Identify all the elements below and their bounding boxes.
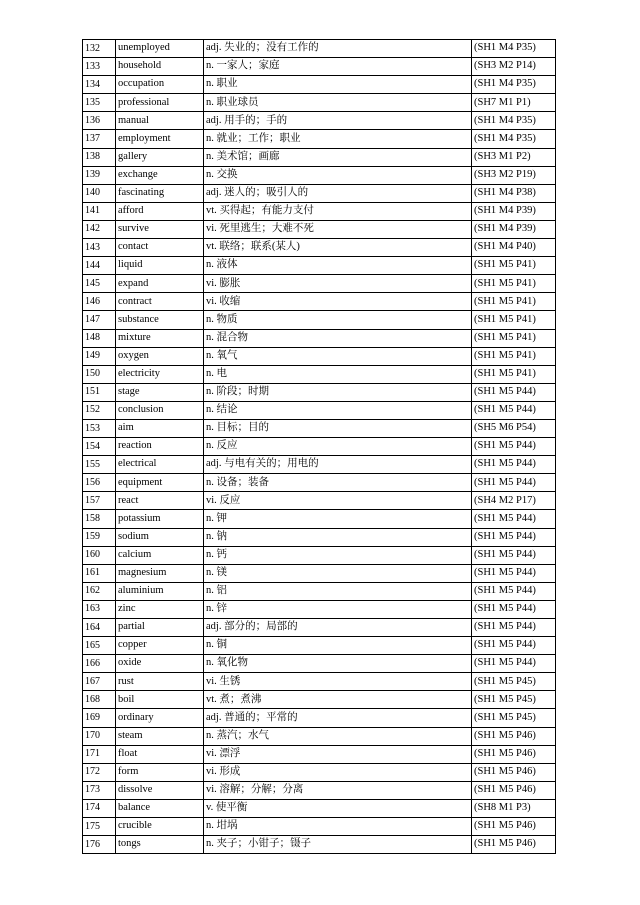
- entry-number: 170: [83, 727, 116, 745]
- entry-reference: (SH1 M4 P40): [472, 239, 556, 257]
- entry-definition: adj. 与电有关的；用电的: [204, 456, 472, 474]
- entry-word: gallery: [116, 148, 204, 166]
- vocabulary-page: [82, 39, 556, 854]
- entry-reference: (SH1 M5 P41): [472, 329, 556, 347]
- entry-definition: vi. 形成: [204, 763, 472, 781]
- entry-number: 167: [83, 673, 116, 691]
- entry-word: crucible: [116, 818, 204, 836]
- entry-word: form: [116, 763, 204, 781]
- entry-reference: (SH1 M5 P41): [472, 293, 556, 311]
- entry-definition: vi. 膨胀: [204, 275, 472, 293]
- entry-definition: n. 混合物: [204, 329, 472, 347]
- entry-reference: (SH1 M5 P44): [472, 637, 556, 655]
- entry-word: liquid: [116, 257, 204, 275]
- table-row: [83, 383, 556, 401]
- table-row: [83, 293, 556, 311]
- entry-word: contract: [116, 293, 204, 311]
- table-row: [83, 148, 556, 166]
- entry-reference: (SH8 M1 P3): [472, 799, 556, 817]
- entry-word: electricity: [116, 365, 204, 383]
- entry-number: 150: [83, 365, 116, 383]
- table-row: [83, 419, 556, 437]
- entry-word: electrical: [116, 456, 204, 474]
- table-row: [83, 691, 556, 709]
- entry-number: 171: [83, 745, 116, 763]
- entry-number: 153: [83, 419, 116, 437]
- entry-definition: n. 美术馆；画廊: [204, 148, 472, 166]
- entry-number: 133: [83, 58, 116, 76]
- entry-reference: (SH1 M5 P41): [472, 275, 556, 293]
- table-row: [83, 456, 556, 474]
- table-row: [83, 528, 556, 546]
- entry-reference: (SH1 M5 P41): [472, 257, 556, 275]
- entry-word: ordinary: [116, 709, 204, 727]
- entry-number: 168: [83, 691, 116, 709]
- table-row: [83, 220, 556, 238]
- entry-definition: vi. 生锈: [204, 673, 472, 691]
- entry-reference: (SH1 M5 P45): [472, 691, 556, 709]
- entry-word: react: [116, 492, 204, 510]
- entry-reference: (SH1 M5 P44): [472, 383, 556, 401]
- entry-definition: v. 使平衡: [204, 799, 472, 817]
- entry-definition: n. 结论: [204, 401, 472, 419]
- entry-reference: (SH1 M5 P46): [472, 727, 556, 745]
- table-row: [83, 438, 556, 456]
- entry-number: 146: [83, 293, 116, 311]
- table-row: [83, 239, 556, 257]
- entry-word: substance: [116, 311, 204, 329]
- entry-word: oxide: [116, 655, 204, 673]
- entry-number: 140: [83, 184, 116, 202]
- entry-word: employment: [116, 130, 204, 148]
- table-row: [83, 818, 556, 836]
- entry-definition: adj. 普通的；平常的: [204, 709, 472, 727]
- table-row: [83, 492, 556, 510]
- table-row: [83, 347, 556, 365]
- entry-reference: (SH1 M5 P44): [472, 619, 556, 637]
- table-row: [83, 673, 556, 691]
- entry-number: 161: [83, 564, 116, 582]
- entry-definition: n. 职业: [204, 76, 472, 94]
- entry-definition: vi. 溶解；分解；分离: [204, 781, 472, 799]
- table-row: [83, 781, 556, 799]
- table-row: [83, 40, 556, 58]
- entry-number: 156: [83, 474, 116, 492]
- entry-definition: vt. 买得起；有能力支付: [204, 202, 472, 220]
- entry-definition: vt. 煮；煮沸: [204, 691, 472, 709]
- entry-word: manual: [116, 112, 204, 130]
- entry-number: 158: [83, 510, 116, 528]
- entry-reference: (SH1 M4 P35): [472, 76, 556, 94]
- entry-definition: n. 液体: [204, 257, 472, 275]
- entry-number: 162: [83, 582, 116, 600]
- entry-reference: (SH5 M6 P54): [472, 419, 556, 437]
- entry-reference: (SH1 M5 P46): [472, 745, 556, 763]
- table-row: [83, 763, 556, 781]
- entry-number: 175: [83, 818, 116, 836]
- entry-definition: n. 反应: [204, 438, 472, 456]
- vocabulary-table-body: [83, 40, 556, 854]
- entry-definition: vi. 收缩: [204, 293, 472, 311]
- entry-word: tongs: [116, 836, 204, 854]
- entry-word: rust: [116, 673, 204, 691]
- entry-number: 148: [83, 329, 116, 347]
- entry-number: 143: [83, 239, 116, 257]
- entry-reference: (SH1 M5 P44): [472, 401, 556, 419]
- table-row: [83, 112, 556, 130]
- table-row: [83, 655, 556, 673]
- table-row: [83, 365, 556, 383]
- entry-reference: (SH3 M2 P19): [472, 166, 556, 184]
- entry-word: professional: [116, 94, 204, 112]
- entry-reference: (SH1 M5 P44): [472, 655, 556, 673]
- entry-reference: (SH1 M4 P35): [472, 112, 556, 130]
- entry-definition: n. 夹子；小钳子；镊子: [204, 836, 472, 854]
- entry-word: balance: [116, 799, 204, 817]
- entry-word: conclusion: [116, 401, 204, 419]
- table-row: [83, 76, 556, 94]
- table-row: [83, 257, 556, 275]
- entry-number: 135: [83, 94, 116, 112]
- entry-definition: n. 镁: [204, 564, 472, 582]
- table-row: [83, 745, 556, 763]
- entry-number: 166: [83, 655, 116, 673]
- entry-word: contact: [116, 239, 204, 257]
- entry-reference: (SH1 M5 P41): [472, 365, 556, 383]
- entry-definition: n. 铜: [204, 637, 472, 655]
- entry-definition: n. 交换: [204, 166, 472, 184]
- entry-number: 176: [83, 836, 116, 854]
- entry-reference: (SH1 M4 P39): [472, 220, 556, 238]
- table-row: [83, 727, 556, 745]
- table-row: [83, 275, 556, 293]
- table-row: [83, 510, 556, 528]
- entry-word: stage: [116, 383, 204, 401]
- entry-reference: (SH7 M1 P1): [472, 94, 556, 112]
- entry-reference: (SH1 M5 P46): [472, 836, 556, 854]
- table-row: [83, 836, 556, 854]
- entry-reference: (SH1 M5 P44): [472, 438, 556, 456]
- table-row: [83, 166, 556, 184]
- table-row: [83, 546, 556, 564]
- entry-word: equipment: [116, 474, 204, 492]
- entry-number: 159: [83, 528, 116, 546]
- entry-reference: (SH1 M5 P41): [472, 347, 556, 365]
- entry-definition: adj. 用手的；手的: [204, 112, 472, 130]
- entry-reference: (SH1 M5 P44): [472, 546, 556, 564]
- entry-definition: vi. 反应: [204, 492, 472, 510]
- table-row: [83, 58, 556, 76]
- entry-definition: adj. 迷人的；吸引人的: [204, 184, 472, 202]
- entry-word: boil: [116, 691, 204, 709]
- entry-number: 164: [83, 619, 116, 637]
- entry-definition: n. 阶段；时期: [204, 383, 472, 401]
- entry-definition: adj. 失业的；没有工作的: [204, 40, 472, 58]
- entry-word: aim: [116, 419, 204, 437]
- entry-number: 144: [83, 257, 116, 275]
- entry-number: 169: [83, 709, 116, 727]
- entry-number: 145: [83, 275, 116, 293]
- entry-number: 165: [83, 637, 116, 655]
- entry-definition: n. 坩埚: [204, 818, 472, 836]
- entry-word: reaction: [116, 438, 204, 456]
- entry-definition: n. 蒸汽；水气: [204, 727, 472, 745]
- entry-definition: n. 氧化物: [204, 655, 472, 673]
- entry-reference: (SH3 M2 P14): [472, 58, 556, 76]
- entry-word: exchange: [116, 166, 204, 184]
- entry-number: 151: [83, 383, 116, 401]
- entry-number: 132: [83, 40, 116, 58]
- entry-reference: (SH4 M2 P17): [472, 492, 556, 510]
- entry-word: float: [116, 745, 204, 763]
- entry-reference: (SH1 M5 P44): [472, 564, 556, 582]
- table-row: [83, 130, 556, 148]
- entry-definition: n. 一家人；家庭: [204, 58, 472, 76]
- entry-reference: (SH1 M4 P39): [472, 202, 556, 220]
- table-row: [83, 184, 556, 202]
- entry-reference: (SH1 M5 P45): [472, 709, 556, 727]
- entry-definition: n. 就业；工作；职业: [204, 130, 472, 148]
- entry-definition: n. 钾: [204, 510, 472, 528]
- entry-definition: n. 钠: [204, 528, 472, 546]
- entry-number: 147: [83, 311, 116, 329]
- entry-number: 155: [83, 456, 116, 474]
- entry-word: survive: [116, 220, 204, 238]
- entry-word: copper: [116, 637, 204, 655]
- entry-definition: vi. 漂浮: [204, 745, 472, 763]
- entry-reference: (SH1 M5 P44): [472, 510, 556, 528]
- entry-reference: (SH3 M1 P2): [472, 148, 556, 166]
- entry-definition: n. 钙: [204, 546, 472, 564]
- entry-definition: vi. 死里逃生；大难不死: [204, 220, 472, 238]
- entry-definition: vt. 联络；联系(某人): [204, 239, 472, 257]
- entry-word: partial: [116, 619, 204, 637]
- table-row: [83, 94, 556, 112]
- entry-reference: (SH1 M4 P38): [472, 184, 556, 202]
- table-row: [83, 564, 556, 582]
- entry-definition: adj. 部分的；局部的: [204, 619, 472, 637]
- entry-word: steam: [116, 727, 204, 745]
- entry-reference: (SH1 M5 P45): [472, 673, 556, 691]
- table-row: [83, 401, 556, 419]
- entry-reference: (SH1 M5 P44): [472, 528, 556, 546]
- entry-number: 149: [83, 347, 116, 365]
- entry-definition: n. 锌: [204, 600, 472, 618]
- entry-word: sodium: [116, 528, 204, 546]
- table-row: [83, 582, 556, 600]
- entry-number: 154: [83, 438, 116, 456]
- entry-number: 142: [83, 220, 116, 238]
- entry-number: 141: [83, 202, 116, 220]
- entry-reference: (SH1 M5 P44): [472, 456, 556, 474]
- table-row: [83, 619, 556, 637]
- entry-number: 139: [83, 166, 116, 184]
- entry-word: calcium: [116, 546, 204, 564]
- table-row: [83, 329, 556, 347]
- entry-number: 138: [83, 148, 116, 166]
- entry-word: oxygen: [116, 347, 204, 365]
- entry-definition: n. 物质: [204, 311, 472, 329]
- entry-number: 152: [83, 401, 116, 419]
- table-row: [83, 799, 556, 817]
- entry-reference: (SH1 M5 P44): [472, 600, 556, 618]
- entry-word: magnesium: [116, 564, 204, 582]
- entry-reference: (SH1 M4 P35): [472, 130, 556, 148]
- entry-number: 173: [83, 781, 116, 799]
- entry-reference: (SH1 M5 P44): [472, 474, 556, 492]
- entry-word: household: [116, 58, 204, 76]
- entry-number: 136: [83, 112, 116, 130]
- entry-word: potassium: [116, 510, 204, 528]
- entry-definition: n. 设备；装备: [204, 474, 472, 492]
- entry-reference: (SH1 M5 P46): [472, 818, 556, 836]
- entry-number: 157: [83, 492, 116, 510]
- entry-number: 172: [83, 763, 116, 781]
- table-row: [83, 709, 556, 727]
- entry-number: 137: [83, 130, 116, 148]
- table-row: [83, 474, 556, 492]
- entry-word: expand: [116, 275, 204, 293]
- entry-word: zinc: [116, 600, 204, 618]
- vocabulary-table: [82, 39, 556, 854]
- entry-word: occupation: [116, 76, 204, 94]
- table-row: [83, 637, 556, 655]
- entry-number: 174: [83, 799, 116, 817]
- entry-number: 160: [83, 546, 116, 564]
- entry-definition: n. 目标；目的: [204, 419, 472, 437]
- entry-word: unemployed: [116, 40, 204, 58]
- entry-number: 163: [83, 600, 116, 618]
- entry-reference: (SH1 M5 P46): [472, 763, 556, 781]
- entry-reference: (SH1 M5 P46): [472, 781, 556, 799]
- table-row: [83, 600, 556, 618]
- entry-reference: (SH1 M5 P44): [472, 582, 556, 600]
- entry-reference: (SH1 M4 P35): [472, 40, 556, 58]
- entry-definition: n. 职业球员: [204, 94, 472, 112]
- entry-number: 134: [83, 76, 116, 94]
- entry-word: afford: [116, 202, 204, 220]
- entry-word: fascinating: [116, 184, 204, 202]
- entry-word: mixture: [116, 329, 204, 347]
- entry-definition: n. 电: [204, 365, 472, 383]
- entry-definition: n. 铝: [204, 582, 472, 600]
- entry-word: aluminium: [116, 582, 204, 600]
- table-row: [83, 202, 556, 220]
- entry-word: dissolve: [116, 781, 204, 799]
- entry-definition: n. 氧气: [204, 347, 472, 365]
- entry-reference: (SH1 M5 P41): [472, 311, 556, 329]
- table-row: [83, 311, 556, 329]
